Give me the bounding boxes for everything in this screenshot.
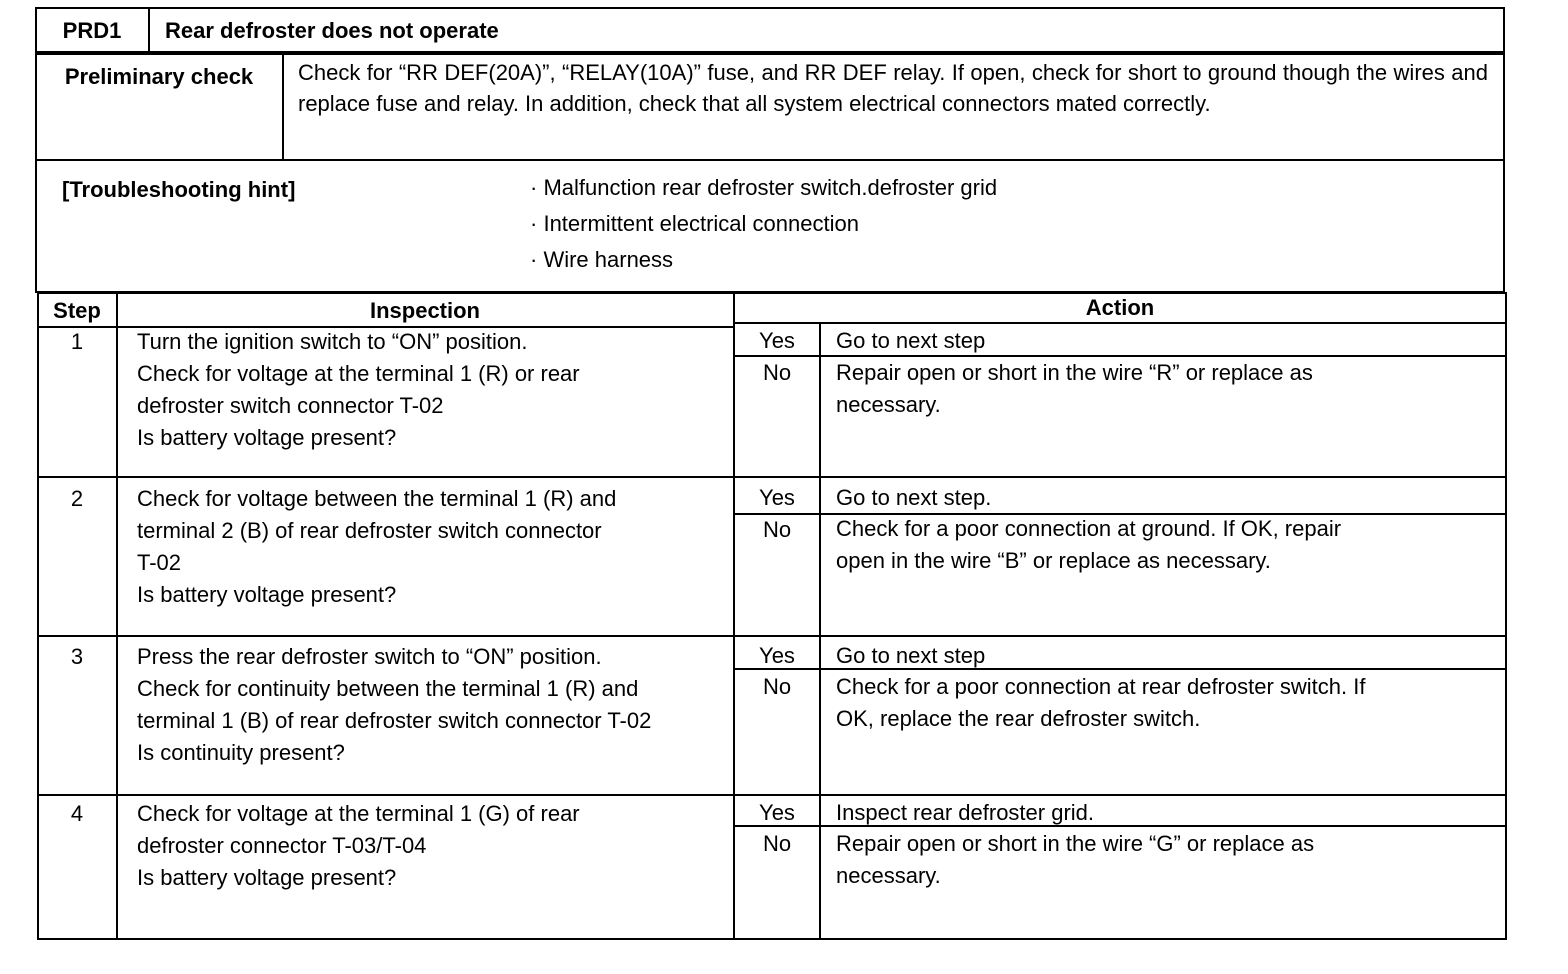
yes-action: Go to next step xyxy=(836,328,986,353)
inspection-line: Is battery voltage present? xyxy=(137,865,397,890)
hint-item: · Wire harness xyxy=(530,247,674,272)
yes-action: Inspect rear defroster grid. xyxy=(836,800,1095,825)
no-action-line: OK, replace the rear defroster switch. xyxy=(836,706,1201,731)
hint-item-text: Intermittent electrical connection xyxy=(543,211,859,236)
hint-item: · Intermittent electrical connection xyxy=(530,211,859,236)
no-label: No xyxy=(762,674,792,699)
header-divider xyxy=(148,8,150,52)
procedure-code: PRD1 xyxy=(62,18,122,43)
hint-item-text: Malfunction rear defroster switch.defroster grid xyxy=(543,175,998,200)
inspection-line: Is continuity present? xyxy=(137,740,345,765)
no-label: No xyxy=(762,831,792,856)
inspection-line: defroster switch connector T-02 xyxy=(137,393,444,418)
inspection-line: Press the rear defroster switch to “ON” position. xyxy=(137,644,602,669)
row-separator xyxy=(38,794,1506,796)
inspection-line: terminal 2 (B) of rear defroster switch connector xyxy=(137,518,602,543)
inspection-line: Is battery voltage present? xyxy=(137,582,397,607)
inspection-line: Check for voltage between the terminal 1 (R) and xyxy=(137,486,617,511)
hint-item: · Malfunction rear defroster switch.defroster grid xyxy=(530,175,998,200)
inspection-line: Turn the ignition switch to “ON” position. xyxy=(137,329,528,354)
step-number: 2 xyxy=(70,486,84,511)
step-number: 1 xyxy=(70,329,84,354)
preliminary-text: Check for “RR DEF(20A)”, “RELAY(10A)” fuse, and RR DEF relay. If open, check for short to ground though the wires and replace fuse and relay. In addition, check that all system electrical connectors mated correctly. xyxy=(298,60,1488,116)
inspection-line: Check for voltage at the terminal 1 (G) of rear xyxy=(137,801,580,826)
hint-label: [Troubleshooting hint] xyxy=(62,177,296,202)
no-action-line: Check for a poor connection at rear defroster switch. If xyxy=(836,674,1366,699)
no-label: No xyxy=(762,517,792,542)
inspection-line: terminal 1 (B) of rear defroster switch connector T-02 xyxy=(137,708,652,733)
no-action-line: open in the wire “B” or replace as necessary. xyxy=(836,548,1271,573)
step-number: 4 xyxy=(70,801,84,826)
yes-label: Yes xyxy=(759,485,795,510)
procedure-title: Rear defroster does not operate xyxy=(165,18,499,43)
inspection-line: Check for continuity between the terminal 1 (R) and xyxy=(137,676,639,701)
step-column-rule xyxy=(116,293,118,939)
inspection-line: T-02 xyxy=(137,550,182,575)
preliminary-bottom-rule xyxy=(36,159,1504,161)
hint-item-text: Wire harness xyxy=(543,247,674,272)
no-action-line: Check for a poor connection at ground. If OK, repair xyxy=(836,516,1342,541)
yes-no-rule xyxy=(819,323,821,939)
yes-label: Yes xyxy=(759,800,795,825)
no-label: No xyxy=(762,360,792,385)
inspection-line: Check for voltage at the terminal 1 (R) or rear xyxy=(137,361,580,386)
preliminary-divider xyxy=(282,54,284,160)
col-step-header: Step xyxy=(53,298,101,323)
inspection-line: Is battery voltage present? xyxy=(137,425,397,450)
col-action-header: Action xyxy=(1085,295,1155,320)
no-action-line: Repair open or short in the wire “R” or replace as xyxy=(836,360,1313,385)
preliminary-label: Preliminary check xyxy=(64,64,254,89)
yes-action: Go to next step xyxy=(836,643,986,668)
yes-label: Yes xyxy=(759,643,795,668)
no-action-line: necessary. xyxy=(836,863,941,888)
inspection-line: defroster connector T-03/T-04 xyxy=(137,833,427,858)
yes-action: Go to next step. xyxy=(836,485,992,510)
col-inspection-header: Inspection xyxy=(369,298,480,323)
no-action-line: necessary. xyxy=(836,392,941,417)
no-action-line: Repair open or short in the wire “G” or replace as xyxy=(836,831,1315,856)
row-separator xyxy=(38,635,1506,637)
step-number: 3 xyxy=(70,644,84,669)
row-separator xyxy=(38,476,1506,478)
yes-label: Yes xyxy=(759,328,795,353)
